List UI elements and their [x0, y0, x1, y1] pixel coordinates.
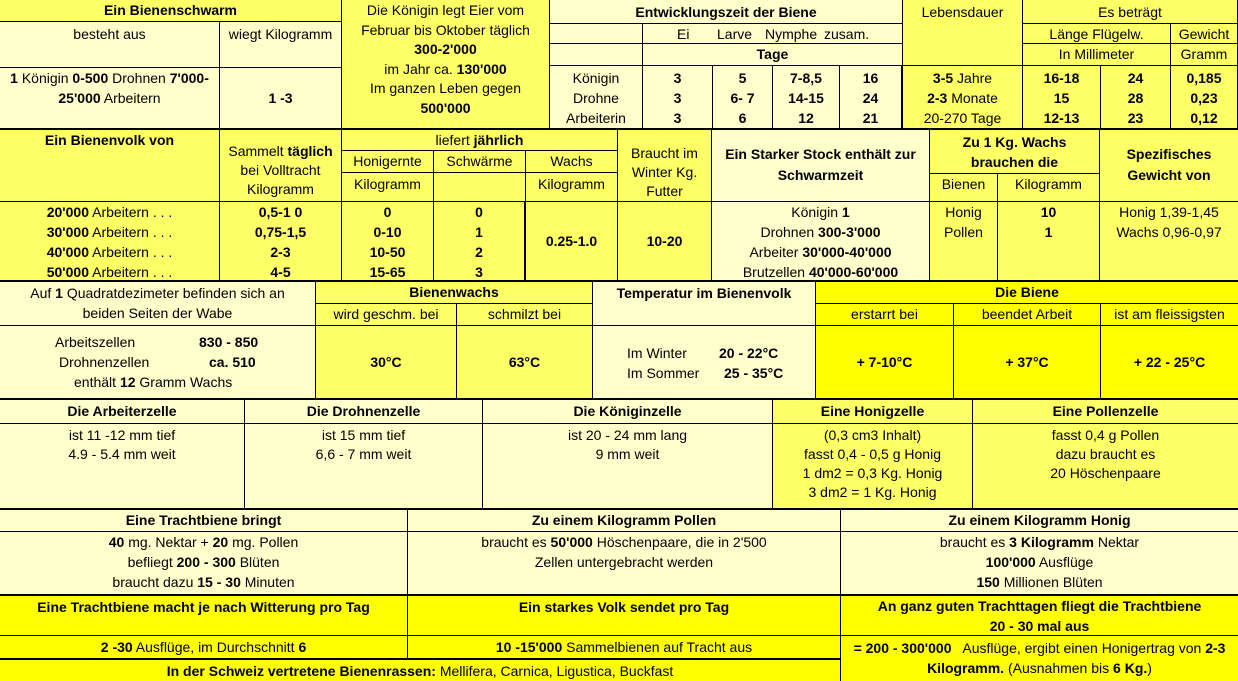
volk-title: Ein Bienenvolk von	[0, 130, 220, 202]
wachs-kg-title: Zu 1 Kg. Wachs brauchen die	[930, 130, 1100, 174]
entwicklung-stage-header: Ei Larve Nymphe zusam.	[643, 24, 903, 44]
volk-kg1-header: Kilogramm	[342, 173, 434, 202]
honig-kg-title: Zu einem Kilogramm Honig	[841, 510, 1238, 532]
volk-honig-header: Honigernte	[342, 151, 434, 173]
masse-gewicht-values: 0,185 0,23 0,12	[1171, 66, 1238, 130]
trachttage-value: = 200 - 300'000 Ausflüge, ergibt einen Honigertrag von 2-3 Kilogramm. (Ausnahmen bis 6 Kg.)	[841, 636, 1238, 681]
tracht-values: 40 mg. Nektar + 20 mg. Pollen befliegt 200 - 300 Blüten braucht dazu 15 - 30 Minuten	[0, 532, 408, 596]
ausfluege-title: Eine Trachtbiene macht je nach Witterung pro Tag	[0, 596, 408, 636]
volk-blank	[434, 173, 526, 202]
volk-wachs-value: 0.25-1.0	[526, 202, 618, 282]
entwicklung-names: Königin Drohne Arbeiterin	[550, 66, 643, 130]
entwicklung-title: Entwicklungszeit der Biene	[550, 0, 903, 24]
entwicklung-zusam-values: 16 24 21	[840, 66, 903, 130]
tracht-title: Eine Trachtbiene bringt	[0, 510, 408, 532]
volk-honig-values: 0 0-10 10-50 15-65	[342, 202, 434, 282]
entwicklung-larve-values: 5 6- 7 6	[713, 66, 773, 130]
bienenwachs-v1: 30°C	[316, 326, 457, 400]
volk-kg2-header: Kilogramm	[526, 173, 618, 202]
wabe-values: Arbeitszellen 830 - 850 Drohnenzellen ca. 510 enthält 12 Gramm Wachs	[0, 326, 316, 400]
drohnenzelle-values: ist 15 mm tief 6,6 - 7 mm weit	[245, 424, 483, 510]
honigzelle-title: Eine Honigzelle	[773, 400, 973, 424]
bienenwachs-h1: wird geschm. bei	[316, 304, 457, 326]
biene-h2: beendet Arbeit	[954, 304, 1101, 326]
wabe-title: Auf 1 Quadratdezimeter befinden sich an beiden Seiten der Wabe	[0, 282, 316, 326]
masse-fluegel-values: 24 28 23	[1101, 66, 1171, 130]
pollenzelle-title: Eine Pollenzelle	[973, 400, 1238, 424]
entwicklung-ei-values: 3 3 3	[643, 66, 713, 130]
schwarm-composition: 1 Königin 0-500 Drohnen 7'000- 25'000 Arbeitern	[0, 68, 220, 130]
bienenwachs-title: Bienenwachs	[316, 282, 593, 304]
volk-schwaerme-values: 0 1 2 3	[434, 202, 526, 282]
bienenwachs-h2: schmilzt bei	[457, 304, 593, 326]
masse-gramm-header: Gramm	[1171, 44, 1238, 66]
volk-liefert-header: liefert jährlich	[342, 130, 618, 151]
volk-sammelt-values: 0,5-1 0 0,75-1,5 2-3 4-5	[220, 202, 342, 282]
koeniginzelle-values: ist 20 - 24 mm lang 9 mm weit	[483, 424, 773, 510]
masse-laenge-values: 16-18 15 12-13	[1023, 66, 1101, 130]
spez-title: Spezifisches Gewicht von	[1100, 130, 1238, 202]
stock-values: Königin 1 Drohnen 300-3'000 Arbeiter 30'000-40'000 Brutzellen 40'000-60'000	[712, 202, 930, 282]
trachttage-title: An ganz guten Trachttagen fliegt die Trachtbiene 20 - 30 mal aus	[841, 596, 1238, 636]
volk-schwaerme-header: Schwärme	[434, 151, 526, 173]
sammelbienen-value: 10 -15'000 Sammelbienen auf Tracht aus	[408, 636, 841, 660]
schwarm-col1-header: besteht aus	[0, 22, 220, 68]
masse-laenge-header: Länge Flügelw.	[1023, 24, 1171, 44]
stock-title: Ein Starker Stock enthält zur Schwarmzeit	[712, 130, 930, 202]
masse-title: Es beträgt	[1023, 0, 1238, 24]
lebensdauer-values: 3-5 Jahre 2-3 Monate 20-270 Tage	[903, 66, 1023, 130]
drohnenzelle-title: Die Drohnenzelle	[245, 400, 483, 424]
biene-h1: erstarrt bei	[816, 304, 954, 326]
wachs-kg-values: 10 1	[998, 202, 1100, 282]
temperatur-values: Im Winter 20 - 22°C Im Sommer 25 - 35°C	[593, 326, 816, 400]
entwicklung-nymphe-values: 7-8,5 14-15 12	[773, 66, 840, 130]
volk-sammelt-header: Sammelt täglich bei Volltracht Kilogramm	[220, 130, 342, 202]
pollen-kg-title: Zu einem Kilogramm Pollen	[408, 510, 841, 532]
wachs-kg-names: Honig Pollen	[930, 202, 998, 282]
wachs-kg-kg-header: Kilogramm	[998, 174, 1100, 202]
honig-kg-values: braucht es 3 Kilogramm Nektar 100'000 Ausflüge 150 Millionen Blüten	[841, 532, 1238, 596]
arbeiterzelle-values: ist 11 -12 mm tief 4.9 - 5.4 mm weit	[0, 424, 245, 510]
schwarm-weight: 1 -3	[220, 68, 342, 130]
biene-v1: + 7-10°C	[816, 326, 954, 400]
temperatur-title: Temperatur im Bienenvolk	[593, 282, 816, 326]
arbeiterzelle-title: Die Arbeiterzelle	[0, 400, 245, 424]
pollenzelle-values: fasst 0,4 g Pollen dazu braucht es 20 Höschenpaare	[973, 424, 1238, 510]
koenigin-eier-cell: Die Königin legt Eier vom Februar bis Oktober täglich 300-2'000 im Jahr ca. 130'000 Im ganzen Leben gegen 500'000	[342, 0, 550, 130]
sammelbienen-title: Ein starkes Volk sendet pro Tag	[408, 596, 841, 636]
bienenwachs-v2: 63°C	[457, 326, 593, 400]
honigzelle-values: (0,3 cm3 Inhalt) fasst 0,4 - 0,5 g Honig 1 dm2 = 0,3 Kg. Honig 3 dm2 = 1 Kg. Honig	[773, 424, 973, 510]
biene-title: Die Biene	[816, 282, 1238, 304]
ausfluege-value: 2 -30 Ausflüge, im Durchschnitt 6	[0, 636, 408, 660]
schwarm-title: Ein Bienenschwarm	[0, 0, 342, 22]
biene-v3: + 22 - 25°C	[1101, 326, 1238, 400]
lebensdauer-title: Lebensdauer	[903, 0, 1023, 66]
wachs-kg-bienen-header: Bienen	[930, 174, 998, 202]
biene-v2: + 37°C	[954, 326, 1101, 400]
volk-futter-header: Braucht im Winter Kg. Futter	[618, 130, 712, 202]
volk-wachs-header: Wachs	[526, 151, 618, 173]
spez-values: Honig 1,39-1,45 Wachs 0,96-0,97	[1100, 202, 1238, 282]
volk-arbeiter-labels: 20'000 Arbeitern . . . 30'000 Arbeitern . . . 40'000 Arbeitern . . . 50'000 Arbeitern . . .	[0, 202, 220, 282]
masse-gewicht-header: Gewicht	[1171, 24, 1238, 44]
rassen-row: In der Schweiz vertretene Bienenrassen: Mellifera, Carnica, Ligustica, Buckfast	[0, 660, 841, 681]
entwicklung-tage: Tage	[643, 44, 903, 66]
entwicklung-blank1	[550, 24, 643, 44]
masse-mm-header: In Millimeter	[1023, 44, 1171, 66]
schwarm-col2-header: wiegt Kilogramm	[220, 22, 342, 68]
koeniginzelle-title: Die Königinzelle	[483, 400, 773, 424]
entwicklung-blank2	[550, 44, 643, 66]
pollen-kg-values: braucht es 50'000 Höschenpaare, die in 2'500 Zellen untergebracht werden	[408, 532, 841, 596]
volk-futter-value: 10-20	[618, 202, 712, 282]
biene-h3: ist am fleissigsten	[1101, 304, 1238, 326]
